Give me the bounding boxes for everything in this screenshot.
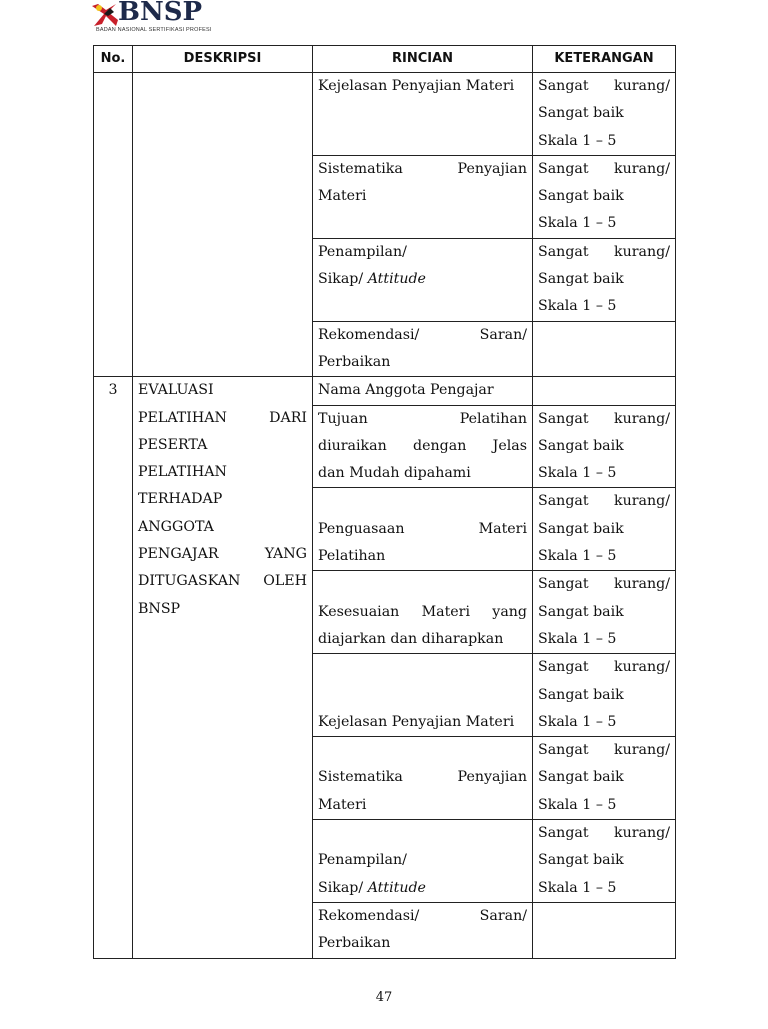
- rincian-cell: [313, 654, 533, 737]
- rating-line: Sangat baik: [538, 437, 624, 454]
- col-header-deskripsi: DESKRIPSI: [133, 46, 313, 73]
- rincian-text: Sistematika Penyajian: [318, 160, 527, 177]
- rating-line: Sangat kurang/: [538, 742, 670, 759]
- deskripsi-text: PELATIHAN DARI: [138, 409, 307, 426]
- rincian-cell: [313, 73, 533, 156]
- bnsp-emblem-icon: [90, 2, 120, 28]
- rincian-text: Penampilan/: [318, 852, 407, 869]
- rating-line: Skala 1 – 5: [538, 630, 617, 647]
- bnsp-logo: [90, 0, 230, 38]
- rating-line: Skala 1 – 5: [538, 215, 617, 232]
- keterangan-cell: [533, 73, 676, 156]
- rincian-text: Kejelasan Penyajian Materi: [318, 78, 515, 94]
- rating-line: Sangat kurang/: [538, 78, 670, 94]
- rating-line: Skala 1 – 5: [538, 796, 617, 813]
- rincian-text: Pelatihan: [318, 548, 386, 565]
- rating-line: Sangat baik: [538, 520, 624, 537]
- rating-line: Sangat kurang/: [538, 825, 670, 842]
- rating-line: Skala 1 – 5: [538, 713, 617, 730]
- rincian-text: Rekomendasi/ Saran/: [318, 326, 527, 343]
- rincian-cell: [313, 902, 533, 958]
- logo-subtitle: BADAN NASIONAL SERTIFIKASI PROFESI: [96, 27, 212, 33]
- keterangan-cell: [533, 238, 676, 321]
- deskripsi-text: ANGGOTA: [138, 518, 214, 535]
- rating-line: Skala 1 – 5: [538, 132, 617, 149]
- col-header-no: No.: [94, 46, 133, 73]
- keterangan-cell: [533, 405, 676, 488]
- rincian-text: Materi: [318, 188, 367, 205]
- rincian-cell: [313, 820, 533, 903]
- rincian-text: Materi: [318, 796, 367, 813]
- table-row: [94, 73, 676, 156]
- keterangan-cell-empty: [533, 902, 676, 958]
- no-cell: 3: [94, 377, 133, 958]
- rating-line: Sangat kurang/: [538, 576, 670, 593]
- keterangan-cell: [533, 155, 676, 238]
- rincian-text: Rekomendasi/ Saran/: [318, 907, 527, 924]
- rincian-cell: [313, 377, 533, 405]
- rating-line: Sangat baik: [538, 603, 624, 620]
- rincian-text: diajarkan dan diharapkan: [318, 630, 504, 647]
- rincian-text: diuraikan dengan Jelas: [318, 437, 527, 454]
- rating-line: Sangat kurang/: [538, 659, 670, 676]
- rating-line: Sangat baik: [538, 188, 624, 205]
- rincian-cell: [313, 238, 533, 321]
- rating-line: Skala 1 – 5: [538, 465, 617, 482]
- keterangan-cell: [533, 654, 676, 737]
- rincian-text: Sikap/ Attitude: [318, 879, 426, 896]
- rating-line: Sangat kurang/: [538, 493, 670, 510]
- rincian-text: Tujuan Pelatihan: [318, 410, 527, 427]
- rating-line: Sangat baik: [538, 769, 624, 786]
- rincian-cell: [313, 321, 533, 377]
- keterangan-cell-empty: [533, 321, 676, 377]
- deskripsi-text: BNSP: [138, 600, 181, 617]
- deskripsi-text: PELATIHAN: [138, 464, 227, 481]
- col-header-rincian: RINCIAN: [313, 46, 533, 73]
- rincian-text: dan Mudah dipahami: [318, 465, 471, 482]
- rating-line: Sangat baik: [538, 686, 624, 703]
- rincian-cell: [313, 488, 533, 571]
- rating-line: Sangat kurang/: [538, 243, 670, 260]
- rincian-cell: [313, 571, 533, 654]
- rincian-text: Penampilan/: [318, 243, 407, 260]
- keterangan-cell: [533, 820, 676, 903]
- rincian-text: Kejelasan Penyajian Materi: [318, 713, 515, 730]
- deskripsi-text: TERHADAP: [138, 491, 223, 508]
- deskripsi-text: PENGAJAR YANG: [138, 546, 307, 563]
- rincian-cell: [313, 405, 533, 488]
- rincian-text: Sikap/ Attitude: [318, 271, 426, 288]
- deskripsi-text: PESERTA: [138, 436, 208, 453]
- keterangan-cell-empty: [533, 377, 676, 405]
- rating-line: Skala 1 – 5: [538, 548, 617, 565]
- deskripsi-cell-empty: [133, 73, 313, 377]
- col-header-keterangan: KETERANGAN: [533, 46, 676, 73]
- table-row: [94, 377, 676, 405]
- page-number: 47: [375, 990, 393, 1005]
- logo-text: BNSP: [118, 0, 203, 27]
- rincian-text: Sistematika Penyajian: [318, 769, 527, 786]
- keterangan-cell: [533, 737, 676, 820]
- rating-line: Skala 1 – 5: [538, 298, 617, 315]
- deskripsi-text: DITUGASKAN OLEH: [138, 573, 307, 590]
- rincian-text: Kesesuaian Materi yang: [318, 603, 527, 620]
- rincian-cell: [313, 737, 533, 820]
- keterangan-cell: [533, 488, 676, 571]
- rating-line: Sangat baik: [538, 852, 624, 869]
- rating-line: Sangat baik: [538, 271, 624, 288]
- rating-line: Sangat baik: [538, 105, 624, 122]
- evaluation-table: [93, 45, 676, 959]
- keterangan-cell: [533, 571, 676, 654]
- deskripsi-text: EVALUASI: [138, 382, 214, 399]
- table-header-row: [94, 46, 676, 73]
- no-cell-empty: [94, 73, 133, 377]
- rating-line: Sangat kurang/: [538, 410, 670, 427]
- deskripsi-cell: [133, 377, 313, 958]
- rincian-text: Perbaikan: [318, 353, 391, 370]
- rincian-cell: [313, 155, 533, 238]
- rincian-text: Penguasaan Materi: [318, 520, 527, 537]
- rating-line: Sangat kurang/: [538, 160, 670, 177]
- rincian-text: Perbaikan: [318, 935, 391, 952]
- rating-line: Skala 1 – 5: [538, 879, 617, 896]
- rincian-text: Nama Anggota Pengajar: [318, 382, 494, 399]
